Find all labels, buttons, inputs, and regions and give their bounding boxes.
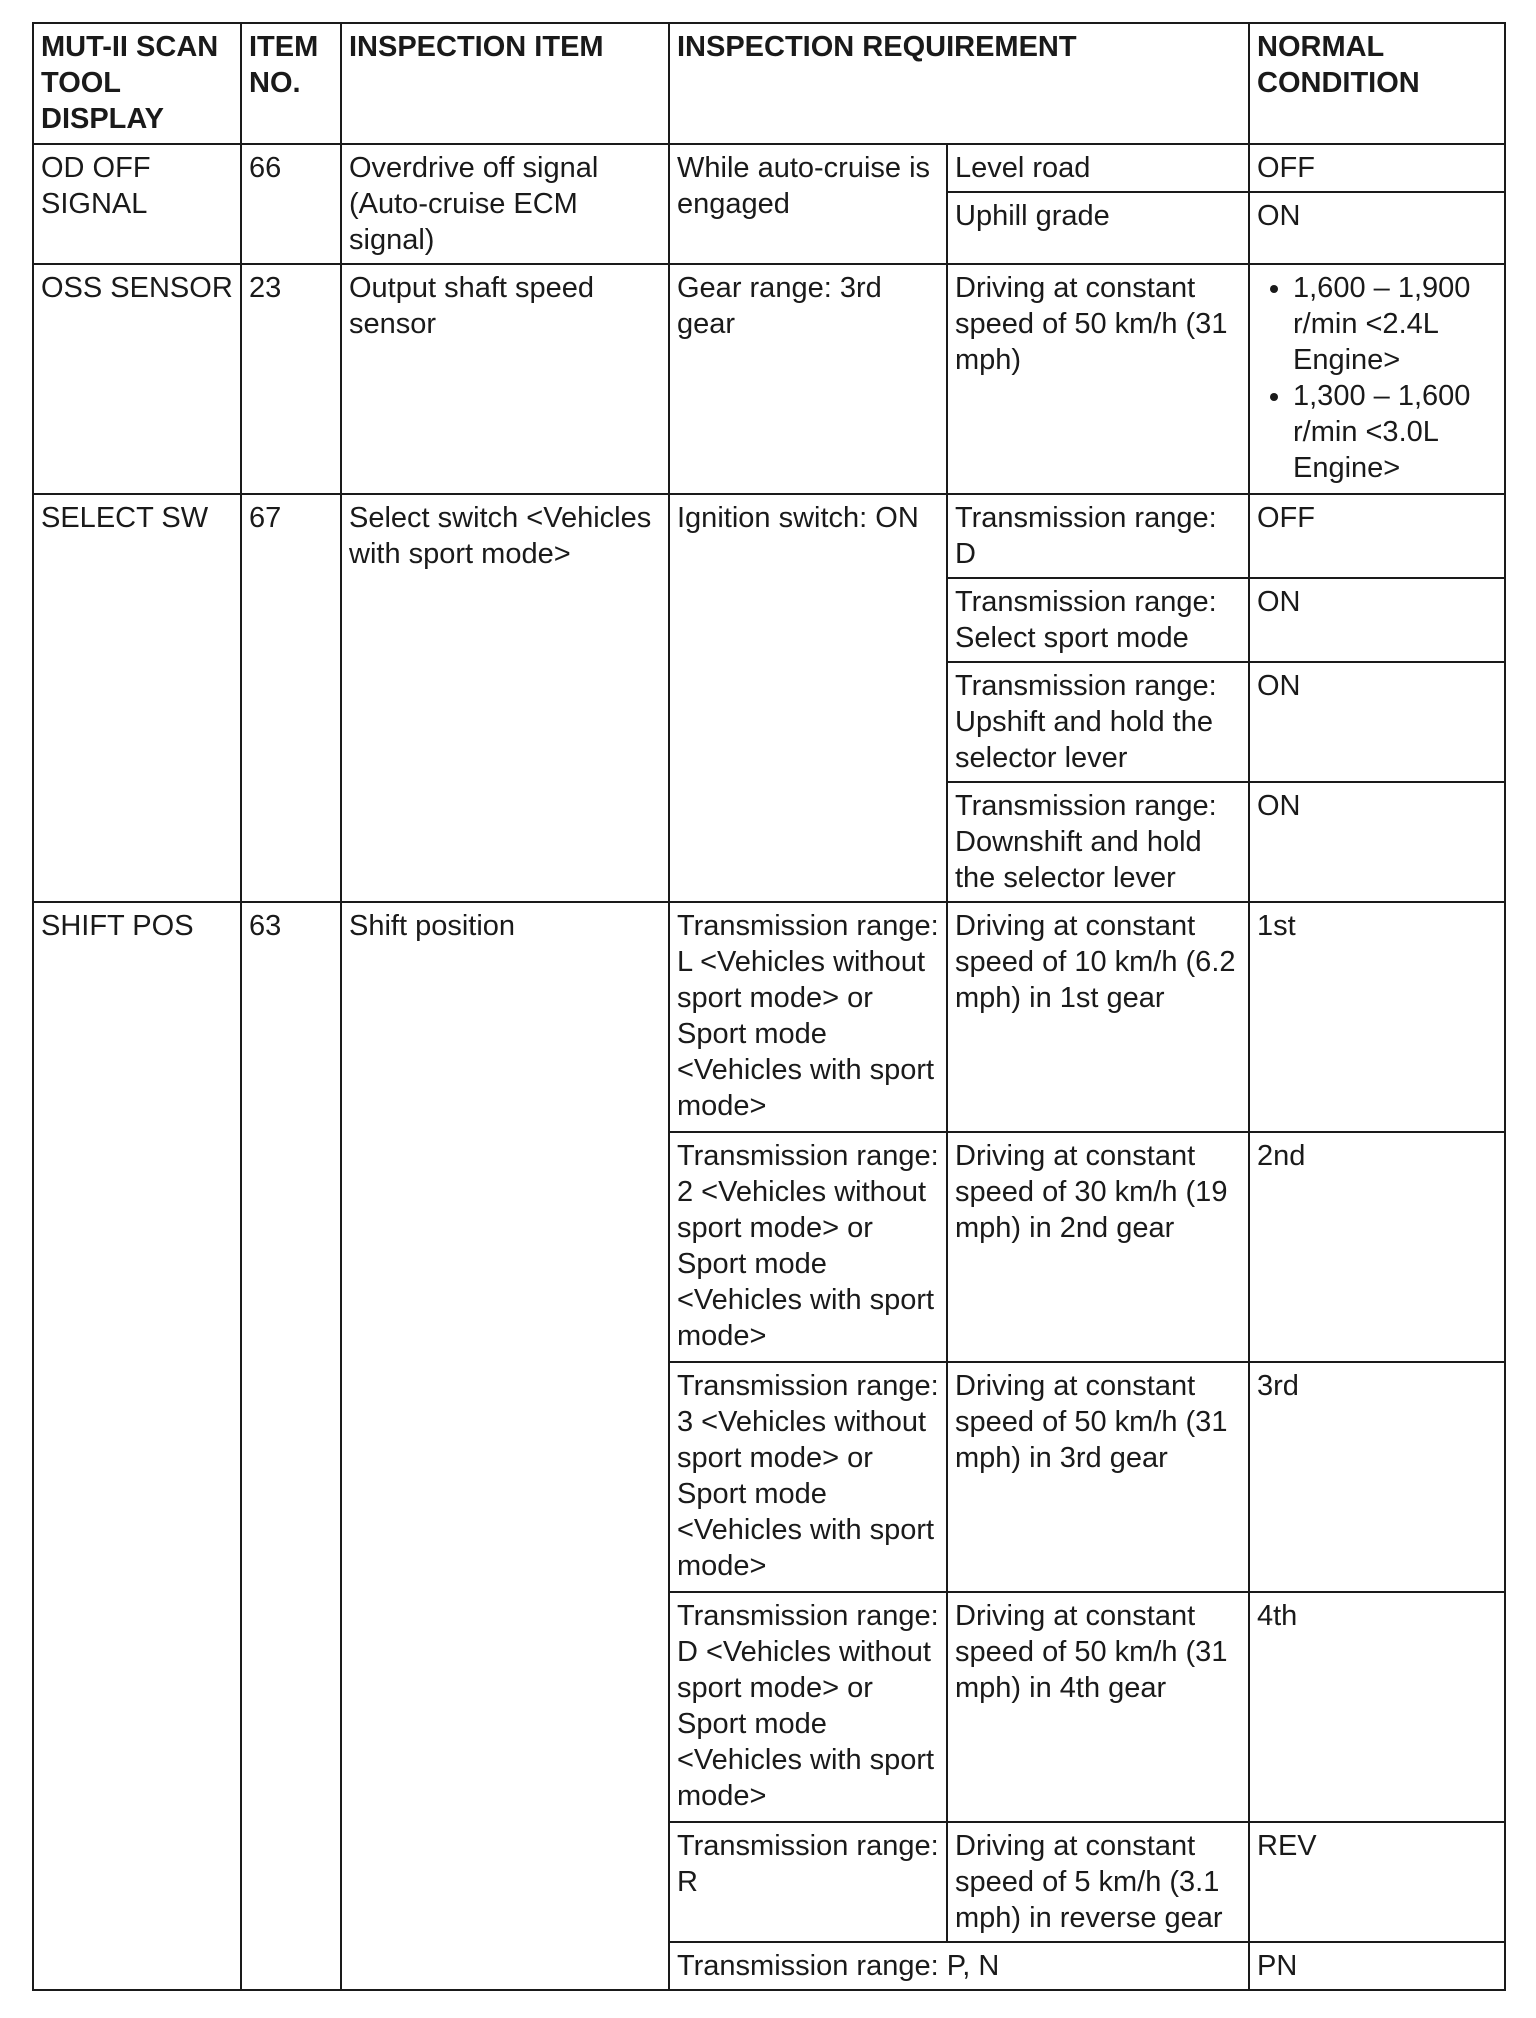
item-no-cell: 23 xyxy=(241,264,341,494)
normal-condition-cell: 3rd xyxy=(1249,1362,1505,1592)
condition-detail-cell: Level road xyxy=(947,144,1249,192)
requirement-cell: Transmission range: D <Vehicles without sport mode> or Sport mode <Vehicles with sport mode> xyxy=(669,1592,947,1822)
normal-condition-cell: OFF xyxy=(1249,494,1505,578)
table-row xyxy=(33,902,1505,1132)
item-no-cell: 63 xyxy=(241,902,341,1990)
normal-condition-cell: REV xyxy=(1249,1822,1505,1942)
normal-condition-cell: ON xyxy=(1249,662,1505,782)
inspection-table xyxy=(32,22,1506,1991)
table-row xyxy=(33,264,1505,494)
normal-condition-cell: PN xyxy=(1249,1942,1505,1990)
display-cell: OSS SENSOR xyxy=(33,264,241,494)
condition-detail-cell: Driving at constant speed of 10 km/h (6.2 mph) in 1st gear xyxy=(947,902,1249,1132)
display-cell: OD OFF SIGNAL xyxy=(33,144,241,264)
requirement-cell: Gear range: 3rd gear xyxy=(669,264,947,494)
item-no-cell: 67 xyxy=(241,494,341,902)
list-item: • 1,600 – 1,900 r/min <2.4L Engine> xyxy=(1293,270,1497,378)
normal-condition-cell: ON xyxy=(1249,578,1505,662)
normal-condition-cell: 1st xyxy=(1249,902,1505,1132)
normal-condition-cell: 2nd xyxy=(1249,1132,1505,1362)
normal-condition-cell: 4th xyxy=(1249,1592,1505,1822)
condition-detail-cell: Driving at constant speed of 30 km/h (19 mph) in 2nd gear xyxy=(947,1132,1249,1362)
condition-detail-cell: Driving at constant speed of 5 km/h (3.1 mph) in reverse gear xyxy=(947,1822,1249,1942)
list-item: • 1,300 – 1,600 r/min <3.0L Engine> xyxy=(1293,378,1497,486)
display-cell: SHIFT POS xyxy=(33,902,241,1990)
requirement-cell: Transmission range: 3 <Vehicles without sport mode> or Sport mode <Vehicles with sport mode> xyxy=(669,1362,947,1592)
normal-condition-list xyxy=(1257,270,1497,486)
requirement-cell: While auto-cruise is engaged xyxy=(669,144,947,264)
requirement-cell: Transmission range: R xyxy=(669,1822,947,1942)
requirement-cell: Transmission range: P, N xyxy=(669,1942,1249,1990)
inspection-item-cell: Shift position xyxy=(341,902,669,1990)
normal-condition-cell: ON xyxy=(1249,782,1505,902)
condition-detail-cell: Transmission range: D xyxy=(947,494,1249,578)
condition-detail-cell: Driving at constant speed of 50 km/h (31 mph) xyxy=(947,264,1249,494)
normal-condition-cell: OFF xyxy=(1249,144,1505,192)
inspection-item-cell: Select switch <Vehicles with sport mode> xyxy=(341,494,669,902)
normal-condition-cell xyxy=(1249,264,1505,494)
display-cell: SELECT SW xyxy=(33,494,241,902)
condition-detail-cell: Uphill grade xyxy=(947,192,1249,264)
header-inspection-item: INSPECTION ITEM xyxy=(341,23,669,144)
condition-detail-cell: Transmission range: Downshift and hold the selector lever xyxy=(947,782,1249,902)
header-inspection-requirement: INSPECTION REQUIREMENT xyxy=(669,23,1249,144)
table-row xyxy=(33,144,1505,192)
requirement-cell: Transmission range: 2 <Vehicles without sport mode> or Sport mode <Vehicles with sport mode> xyxy=(669,1132,947,1362)
header-item-no: ITEM NO. xyxy=(241,23,341,144)
header-normal-condition: NORMAL CONDITION xyxy=(1249,23,1505,144)
inspection-item-cell: Overdrive off signal (Auto-cruise ECM signal) xyxy=(341,144,669,264)
inspection-item-cell: Output shaft speed sensor xyxy=(341,264,669,494)
requirement-cell: Transmission range: L <Vehicles without sport mode> or Sport mode <Vehicles with sport mode> xyxy=(669,902,947,1132)
requirement-cell: Ignition switch: ON xyxy=(669,494,947,902)
header-display: MUT-II SCAN TOOL DISPLAY xyxy=(33,23,241,144)
table-row xyxy=(33,494,1505,578)
item-no-cell: 66 xyxy=(241,144,341,264)
condition-detail-cell: Driving at constant speed of 50 km/h (31 mph) in 4th gear xyxy=(947,1592,1249,1822)
condition-detail-cell: Driving at constant speed of 50 km/h (31 mph) in 3rd gear xyxy=(947,1362,1249,1592)
condition-detail-cell: Transmission range: Select sport mode xyxy=(947,578,1249,662)
header-row xyxy=(33,23,1505,144)
condition-detail-cell: Transmission range: Upshift and hold the selector lever xyxy=(947,662,1249,782)
normal-condition-cell: ON xyxy=(1249,192,1505,264)
